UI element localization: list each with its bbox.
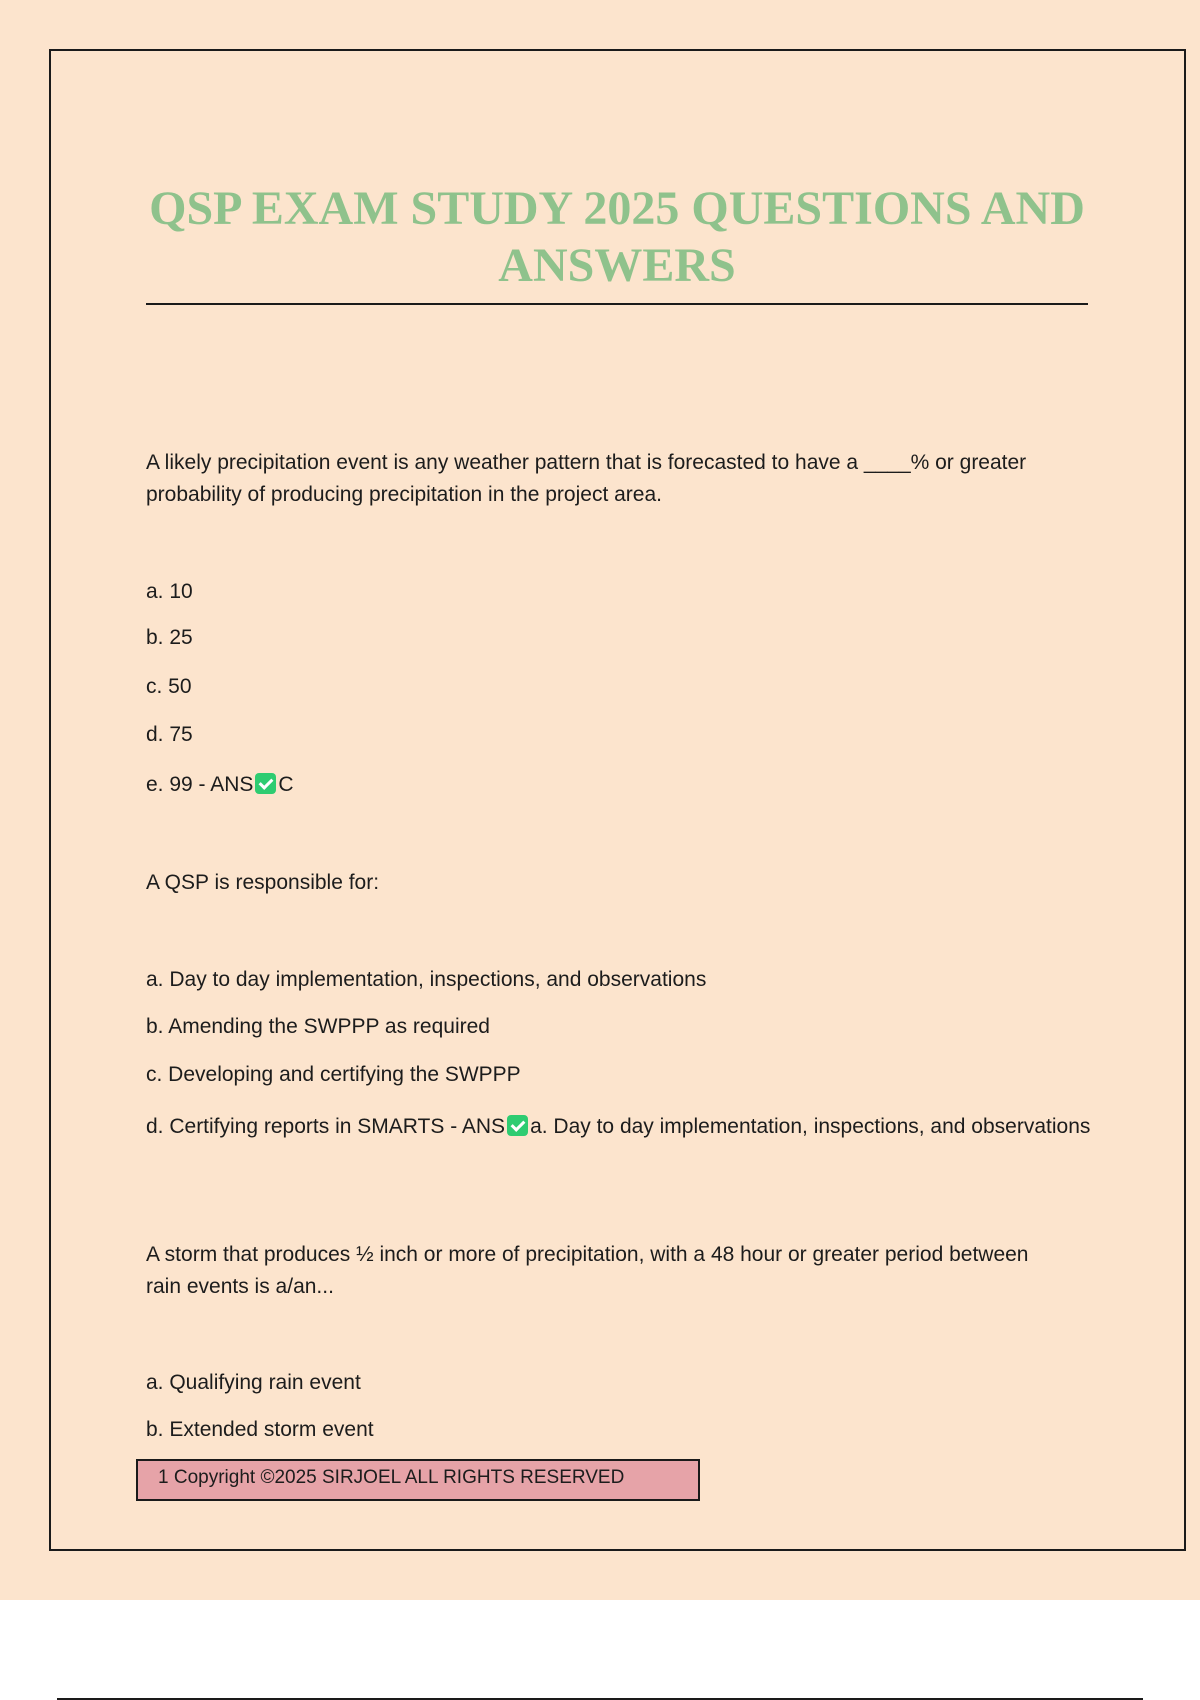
- question-2-text: A QSP is responsible for:: [146, 871, 380, 894]
- question-2-option-a: a. Day to day implementation, inspections, and observations: [146, 968, 707, 991]
- question-1-option-b: b. 25: [146, 626, 193, 649]
- check-mark-icon: [255, 773, 276, 794]
- question-3-option-a: a. Qualifying rain event: [146, 1371, 361, 1394]
- title-underline: [146, 303, 1088, 305]
- check-mark-icon: [507, 1115, 528, 1136]
- question-1-option-a: a. 10: [146, 580, 193, 603]
- question-2-option-b: b. Amending the SWPPP as required: [146, 1015, 490, 1038]
- question-3-text: A storm that produces ½ inch or more of precipitation, with a 48 hour or greater period between rain events is a/an...: [146, 1243, 1029, 1298]
- question-1-option-d: d. 75: [146, 723, 193, 746]
- question-2-option-d-label: d. Certifying reports in SMARTS - ANS: [146, 1115, 506, 1138]
- question-2-option-d: [146, 1111, 1096, 1143]
- question-1-option-c: c. 50: [146, 675, 192, 698]
- question-2-option-c: c. Developing and certifying the SWPPP: [146, 1063, 521, 1086]
- document-title: QSP EXAM STUDY 2025 QUESTIONS AND ANSWERS: [149, 182, 1085, 292]
- copyright-footer: 1 Copyright ©2025 SIRJOEL ALL RIGHTS RESERVED: [136, 1459, 700, 1501]
- question-1-option-e-label: e. 99 - ANS: [146, 773, 254, 796]
- question-3-option-b: b. Extended storm event: [146, 1418, 374, 1441]
- question-1-answer: C: [278, 773, 294, 796]
- question-1-text: A likely precipitation event is any weather pattern that is forecasted to have a ____% or greater probability of producing precipitation in the project area.: [146, 451, 1027, 506]
- question-1-option-e: [146, 769, 294, 801]
- question-2-answer: a. Day to day implementation, inspections, and observations: [530, 1115, 1091, 1138]
